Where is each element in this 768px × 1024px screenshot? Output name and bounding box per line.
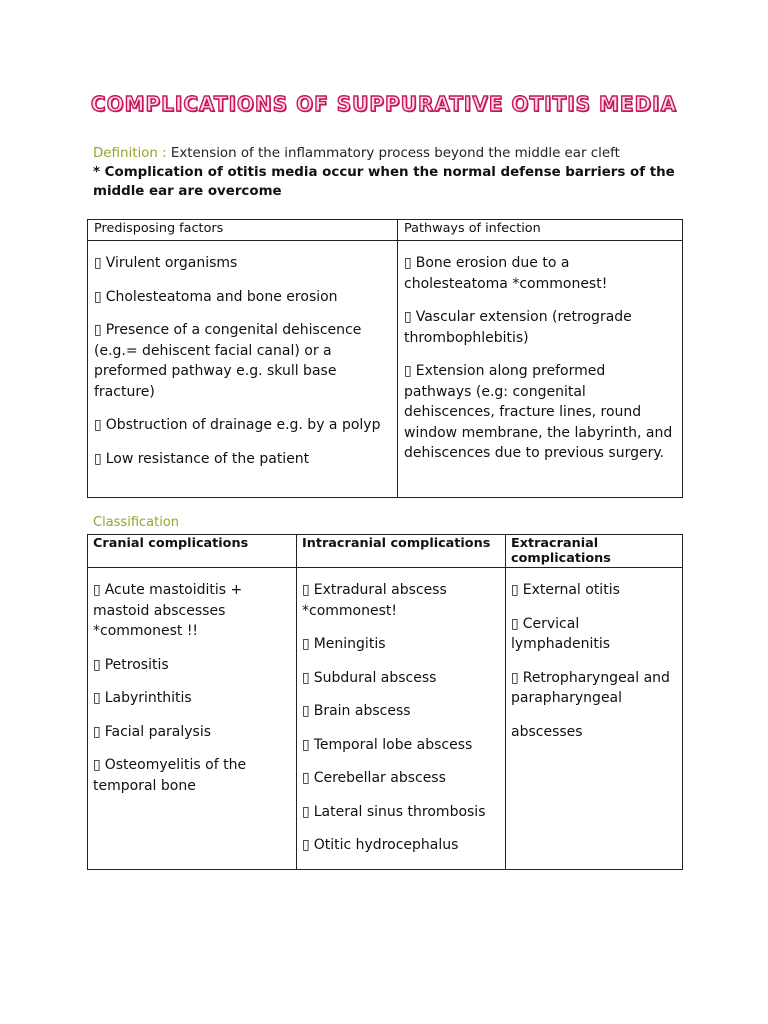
predisposing-cell [88, 241, 398, 498]
bullet-icon: ▯ [93, 690, 101, 706]
list-item-text: Meningitis [313, 636, 386, 652]
list-item-text: Facial paralysis [104, 723, 212, 740]
list-item [94, 253, 391, 274]
bullet-icon: ▯ [94, 417, 102, 433]
list-item-text: Presence of a congenital dehiscence (e.g.= dehiscent facial canal) or a preformed pathway e.g. skull base fracture) [94, 322, 362, 400]
bullet-icon: ▯ [93, 757, 101, 773]
header-predisposing-factors: Predisposing factors [88, 220, 398, 241]
pathways-list [404, 253, 676, 464]
list-item [93, 722, 291, 743]
list-item-text: Petrositis [104, 656, 169, 673]
list-item [94, 320, 391, 402]
list-item-text: Cervical lymphadenitis [511, 615, 611, 652]
list-item-text: Lateral sinus thrombosis [313, 803, 486, 820]
definition-text: Extension of the inflammatory process beyond the middle ear cleft [170, 146, 620, 161]
list-item [94, 287, 391, 308]
intracranial-cell [297, 568, 506, 870]
classification-table [87, 534, 683, 870]
list-item-text: Extradural abscess *commonest! [302, 582, 447, 619]
bullet-icon: ▯ [302, 582, 310, 598]
list-item [302, 701, 500, 722]
list-item-text: Extension along preformed pathways (e.g: congenital dehiscences, fracture lines, round window membrane, the labyrinth, and dehiscences due to previous surgery. [404, 363, 673, 461]
list-item-text: Low resistance of the patient [105, 450, 310, 467]
header-pathways-of-infection: Pathways of infection [398, 220, 683, 241]
list-item [94, 449, 391, 470]
list-item-text: External otitis [522, 582, 620, 598]
extracranial-list [511, 580, 677, 709]
predisposing-list [94, 253, 391, 469]
bullet-icon: ▯ [93, 656, 101, 673]
predisposing-pathways-table [87, 219, 683, 498]
list-item [302, 580, 500, 621]
list-item-text: Vascular extension (retrograde thrombophlebitis) [404, 309, 632, 346]
list-item [404, 361, 676, 464]
bullet-icon: ▯ [404, 309, 412, 325]
bullet-icon: ▯ [404, 363, 412, 379]
definition-label: Definition : [93, 146, 167, 161]
classification-label: Classification [93, 515, 180, 530]
list-item [302, 835, 500, 856]
list-item-text: Retropharyngeal and parapharyngeal [511, 669, 670, 706]
bullet-icon: ▯ [302, 636, 310, 652]
table-header-row [88, 220, 683, 241]
list-item-text: Subdural abscess [313, 669, 437, 686]
definition-note: * Complication of otitis media occur when the normal defense barriers of the middle ear are overcome [93, 165, 675, 199]
bullet-icon: ▯ [302, 837, 310, 853]
list-item-text: Brain abscess [313, 703, 411, 719]
bullet-icon: ▯ [93, 723, 101, 740]
table-row [88, 568, 683, 870]
bullet-icon: ▯ [94, 450, 102, 467]
extracranial-cell [506, 568, 683, 870]
bullet-icon: ▯ [94, 288, 102, 305]
list-item-text: Temporal lobe abscess [313, 736, 473, 753]
list-item [511, 614, 677, 655]
list-item [94, 415, 391, 436]
bullet-icon: ▯ [302, 703, 310, 719]
list-item-text: Osteomyelitis of the temporal bone [93, 757, 247, 794]
bullet-icon: ▯ [302, 770, 310, 786]
list-item [511, 580, 677, 601]
list-item [93, 655, 291, 676]
list-item [302, 802, 500, 823]
bullet-icon: ▯ [94, 255, 102, 271]
bullet-icon: ▯ [302, 669, 310, 686]
list-item-text: Cholesteatoma and bone erosion [105, 288, 338, 305]
bullet-icon: ▯ [94, 322, 102, 338]
list-item-text: Otitic hydrocephalus [313, 837, 459, 853]
list-item [302, 668, 500, 689]
list-item-text: Bone erosion due to a cholesteatoma *commonest! [404, 255, 608, 292]
extracranial-continuation: abscesses [511, 723, 583, 740]
table-row [88, 241, 683, 498]
list-item-text: Labyrinthitis [104, 690, 192, 706]
list-item [93, 688, 291, 709]
header-cranial: Cranial complications [88, 535, 297, 568]
list-item-text: Virulent organisms [105, 255, 238, 271]
list-item [93, 755, 291, 796]
list-item [404, 253, 676, 294]
bullet-icon: ▯ [511, 582, 519, 598]
list-item-text: Acute mastoiditis + mastoid abscesses *commonest !! [93, 582, 243, 639]
list-item-text: Obstruction of drainage e.g. by a polyp [105, 417, 381, 433]
list-item [404, 307, 676, 348]
list-item [93, 580, 291, 642]
list-item [302, 634, 500, 655]
definition-block [93, 144, 693, 201]
header-extracranial: Extracranial complications [506, 535, 683, 568]
bullet-icon: ▯ [404, 255, 412, 271]
bullet-icon: ▯ [93, 582, 101, 598]
header-intracranial: Intracranial complications [297, 535, 506, 568]
bullet-icon: ▯ [511, 669, 519, 686]
list-item-text: Cerebellar abscess [313, 770, 446, 786]
page-title: COMPLICATIONS OF SUPPURATIVE OTITIS MEDIA [90, 92, 678, 116]
list-item [302, 735, 500, 756]
bullet-icon: ▯ [511, 615, 519, 632]
bullet-icon: ▯ [302, 736, 310, 753]
cranial-cell [88, 568, 297, 870]
list-item [302, 768, 500, 789]
table-header-row [88, 535, 683, 568]
list-item [511, 668, 677, 709]
bullet-icon: ▯ [302, 803, 310, 820]
pathways-cell [398, 241, 683, 498]
intracranial-list [302, 580, 500, 856]
cranial-list [93, 580, 291, 796]
